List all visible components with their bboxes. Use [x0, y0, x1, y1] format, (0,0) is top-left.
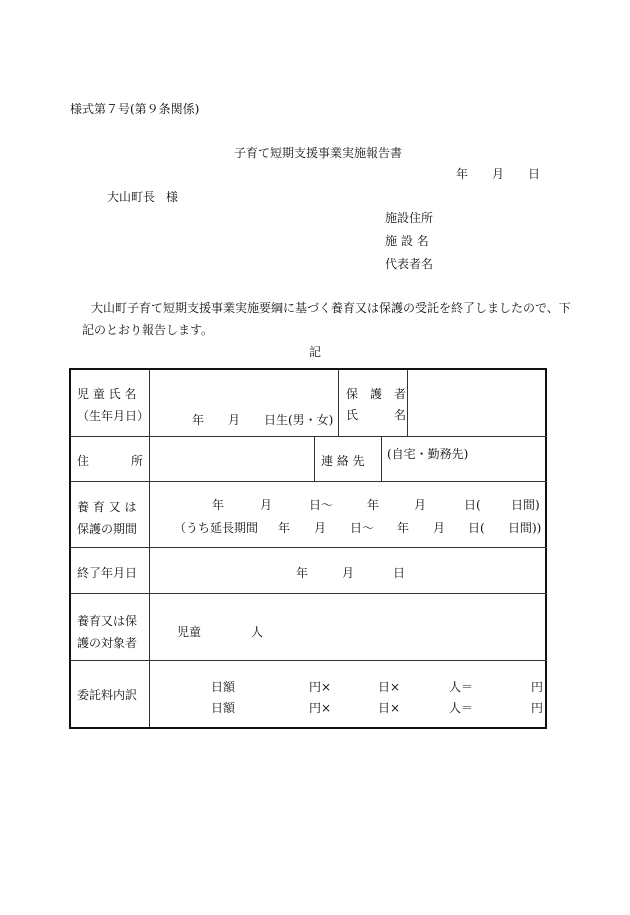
target-label-b: 護の対象者 [77, 636, 138, 650]
birth-month: 月 [228, 413, 241, 427]
end-date-label: 終了年月日 [77, 566, 138, 580]
form-number: 様式第７号(第９条関係) [70, 102, 200, 116]
care-period-label-b: 保護の期間 [77, 522, 138, 536]
period-days: 日間) [511, 498, 540, 512]
ext-month-to: 月 [433, 521, 446, 535]
extension-label: （うち延長期間 [174, 521, 259, 535]
fee-days-times-1: 日× [378, 680, 401, 694]
body-line-1: 大山町子育て短期支援事業実施要綱に基づく養育又は保護の受託を終了しましたので、下 [91, 301, 571, 315]
target-label-a: 養育又は保 [77, 614, 138, 628]
fee-yen-times-2: 円× [309, 701, 332, 715]
period-month-from: 月 [260, 498, 273, 512]
end-year: 年 [296, 566, 309, 580]
addressee-name: 大山町長 [107, 190, 156, 204]
fee-yen-times-1: 円× [309, 680, 332, 694]
period-day-to: 日( [464, 498, 481, 512]
target-child: 児童 [177, 625, 202, 639]
form-title: 子育て短期支援事業実施報告書 [234, 146, 403, 160]
fee-daily-2: 日額 [211, 701, 236, 715]
birth-year: 年 [192, 413, 205, 427]
period-day-from: 日〜 [309, 498, 334, 512]
period-year-to: 年 [367, 498, 380, 512]
period-month-to: 月 [414, 498, 427, 512]
addressee-honorific: 様 [166, 190, 179, 204]
fee-days-times-2: 日× [378, 701, 401, 715]
period-year-from: 年 [212, 498, 225, 512]
address-label-b: 所 [131, 454, 144, 468]
ext-day-to: 日( [468, 521, 485, 535]
body-line-2: 記のとおり報告します。 [82, 323, 214, 337]
end-month: 月 [342, 566, 355, 580]
ki-heading: 記 [309, 345, 322, 359]
birth-day-sex: 日生(男・女) [264, 413, 334, 427]
fee-persons-eq-2: 人＝ [449, 701, 474, 715]
report-form-table [69, 368, 547, 729]
care-period-label-a: 養 育 又 は [77, 500, 137, 514]
child-name-label: 児 童 氏 名 [77, 387, 137, 401]
end-day: 日 [393, 566, 406, 580]
birth-date-label: （生年月日） [77, 409, 150, 423]
ext-month-from: 月 [314, 521, 327, 535]
contact-label: 連 絡 先 [321, 454, 365, 468]
date-month: 月 [492, 167, 505, 181]
fee-label: 委託料内訳 [77, 688, 138, 702]
fee-daily-1: 日額 [211, 680, 236, 694]
ext-day-from: 日〜 [350, 521, 375, 535]
target-person-count: 人 [251, 625, 264, 639]
facility-name-label: 施 設 名 [385, 234, 429, 248]
date-day: 日 [528, 167, 541, 181]
ext-year-to: 年 [397, 521, 410, 535]
date-year: 年 [456, 167, 469, 181]
guardian-label: 保 護 者 [346, 387, 407, 401]
facility-address-label: 施設住所 [385, 211, 434, 225]
fee-yen-1: 円 [531, 680, 544, 694]
fee-yen-2: 円 [531, 701, 544, 715]
facility-representative-label: 代表者名 [385, 257, 434, 271]
contact-note: (自宅・勤務先) [387, 447, 469, 461]
ext-year-from: 年 [278, 521, 291, 535]
guardian-name-label: 氏 名 [346, 408, 407, 422]
address-label-a: 住 [77, 454, 90, 468]
fee-persons-eq-1: 人＝ [449, 680, 474, 694]
ext-days: 日間)) [508, 521, 542, 535]
